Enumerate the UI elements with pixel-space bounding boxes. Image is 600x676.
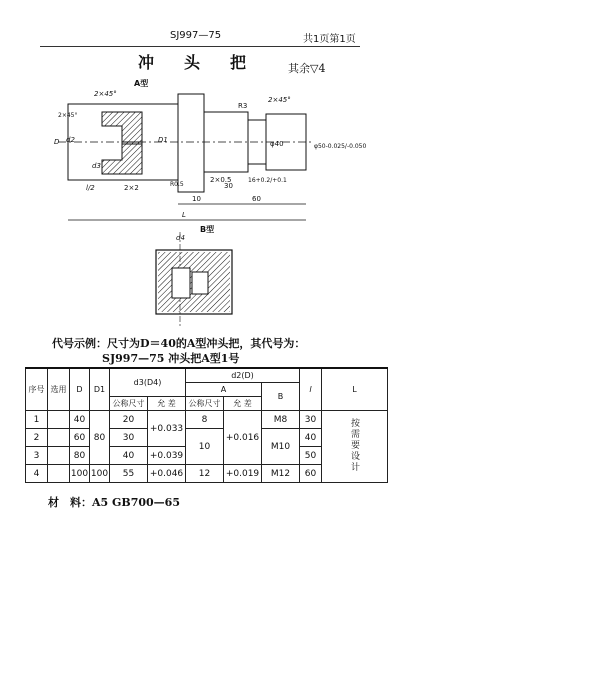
cell-d2-nominal: 8 <box>186 411 224 429</box>
cell-B: M12 <box>262 465 300 483</box>
dim-10: 10 <box>192 195 201 203</box>
cell-d3-nominal: 55 <box>110 465 148 483</box>
col-sel: 选用 <box>48 368 70 411</box>
dim-d3: d3 <box>92 162 101 170</box>
page-info: 共1页第1页 <box>303 34 356 45</box>
col-A: A <box>186 383 262 397</box>
type-b-hole <box>192 272 208 294</box>
cell-sel <box>48 465 70 483</box>
col-d2-nominal: 公称尺寸 <box>186 397 224 411</box>
col-d3-nominal: 公称尺寸 <box>110 397 148 411</box>
cell-d3-nominal: 20 <box>110 411 148 429</box>
dim-D: D <box>54 138 60 146</box>
col-d2-tolerance: 允 差 <box>224 397 262 411</box>
type-b-label: B型 <box>200 225 215 234</box>
L-note: 按需要设计 <box>349 417 359 473</box>
dim-chamfer-small: 2×45° <box>58 112 78 119</box>
dim-sixteen-tol: 16+0.2/+0.1 <box>248 177 287 184</box>
dim-R3: R3 <box>238 102 248 110</box>
cell-D: 80 <box>70 447 90 465</box>
surface-roughness-note: 其余▽4 <box>288 62 326 75</box>
cell-sel <box>48 447 70 465</box>
page-title: 冲头把 <box>138 53 277 72</box>
cell-D1: 100 <box>90 465 110 483</box>
col-D: D <box>70 368 90 411</box>
dim-l-half: l/2 <box>86 184 95 192</box>
cell-d3-nominal: 30 <box>110 429 148 447</box>
dim-60: 60 <box>252 195 261 203</box>
col-L: L <box>322 368 388 411</box>
dim-dia-tol: φ50-0.025/-0.050 <box>314 143 367 150</box>
type-a-label: A型 <box>134 79 149 88</box>
dim-dia40: φ40 <box>270 140 284 148</box>
col-D1: D1 <box>90 368 110 411</box>
cell-d2-tol: +0.019 <box>224 465 262 483</box>
cell-seq: 2 <box>26 429 48 447</box>
code-example-code: SJ997—75 冲头把A型1号 <box>102 352 240 365</box>
col-seq: 序号 <box>26 368 48 411</box>
cell-d2-nominal: 12 <box>186 465 224 483</box>
material-note: 材 料：A5 GB700—65 <box>48 496 180 509</box>
cell-B: M10 <box>262 429 300 465</box>
standard-code: SJ997—75 <box>170 30 222 41</box>
col-d3-tolerance: 允 差 <box>148 397 186 411</box>
cell-L <box>322 411 388 483</box>
dim-d2: d2 <box>66 136 75 144</box>
cell-seq: 1 <box>26 411 48 429</box>
head-hatch-lower <box>102 142 142 174</box>
cell-d3-nominal: 40 <box>110 447 148 465</box>
col-l: l <box>300 368 322 411</box>
col-B: B <box>262 383 300 411</box>
cell-seq: 4 <box>26 465 48 483</box>
dim-2x2: 2×2 <box>124 184 139 192</box>
dim-chamfer-left: 2×45° <box>94 90 117 98</box>
cell-l: 40 <box>300 429 322 447</box>
dim-chamfer-right: 2×45° <box>268 96 291 104</box>
cell-D1: 80 <box>90 411 110 465</box>
cell-d3-tol: +0.046 <box>148 465 186 483</box>
spec-table <box>25 367 388 483</box>
cell-d3-tol: +0.033 <box>148 411 186 447</box>
dim-d4: d4 <box>176 234 185 242</box>
dim-R0-5: R0.5 <box>170 181 184 188</box>
col-d3: d3(D4) <box>110 368 186 397</box>
cell-D: 100 <box>70 465 90 483</box>
dim-groove: 2×0.5 <box>210 176 232 184</box>
cell-D: 60 <box>70 429 90 447</box>
code-example-text: 代号示例：尺寸为D＝40的A型冲头把，其代号为： <box>52 337 306 350</box>
dim-30: 30 <box>224 182 233 190</box>
dim-L: L <box>182 211 186 219</box>
header-rule <box>40 46 360 47</box>
head-hatch <box>102 112 142 144</box>
cell-l: 50 <box>300 447 322 465</box>
cell-d3-tol: +0.039 <box>148 447 186 465</box>
dim-D1: D1 <box>158 136 168 144</box>
flange-d1 <box>178 94 204 192</box>
technical-drawing <box>52 79 367 332</box>
cell-D: 40 <box>70 411 90 429</box>
cell-sel <box>48 429 70 447</box>
cell-sel <box>48 411 70 429</box>
cell-B: M8 <box>262 411 300 429</box>
cell-d2-nominal: 10 <box>186 429 224 465</box>
col-d2: d2(D) <box>186 368 300 383</box>
type-b-slot <box>172 268 190 298</box>
cell-l: 60 <box>300 465 322 483</box>
cell-seq: 3 <box>26 447 48 465</box>
cell-d2-tol: +0.016 <box>224 411 262 465</box>
table-row <box>26 411 388 429</box>
cell-l: 30 <box>300 411 322 429</box>
